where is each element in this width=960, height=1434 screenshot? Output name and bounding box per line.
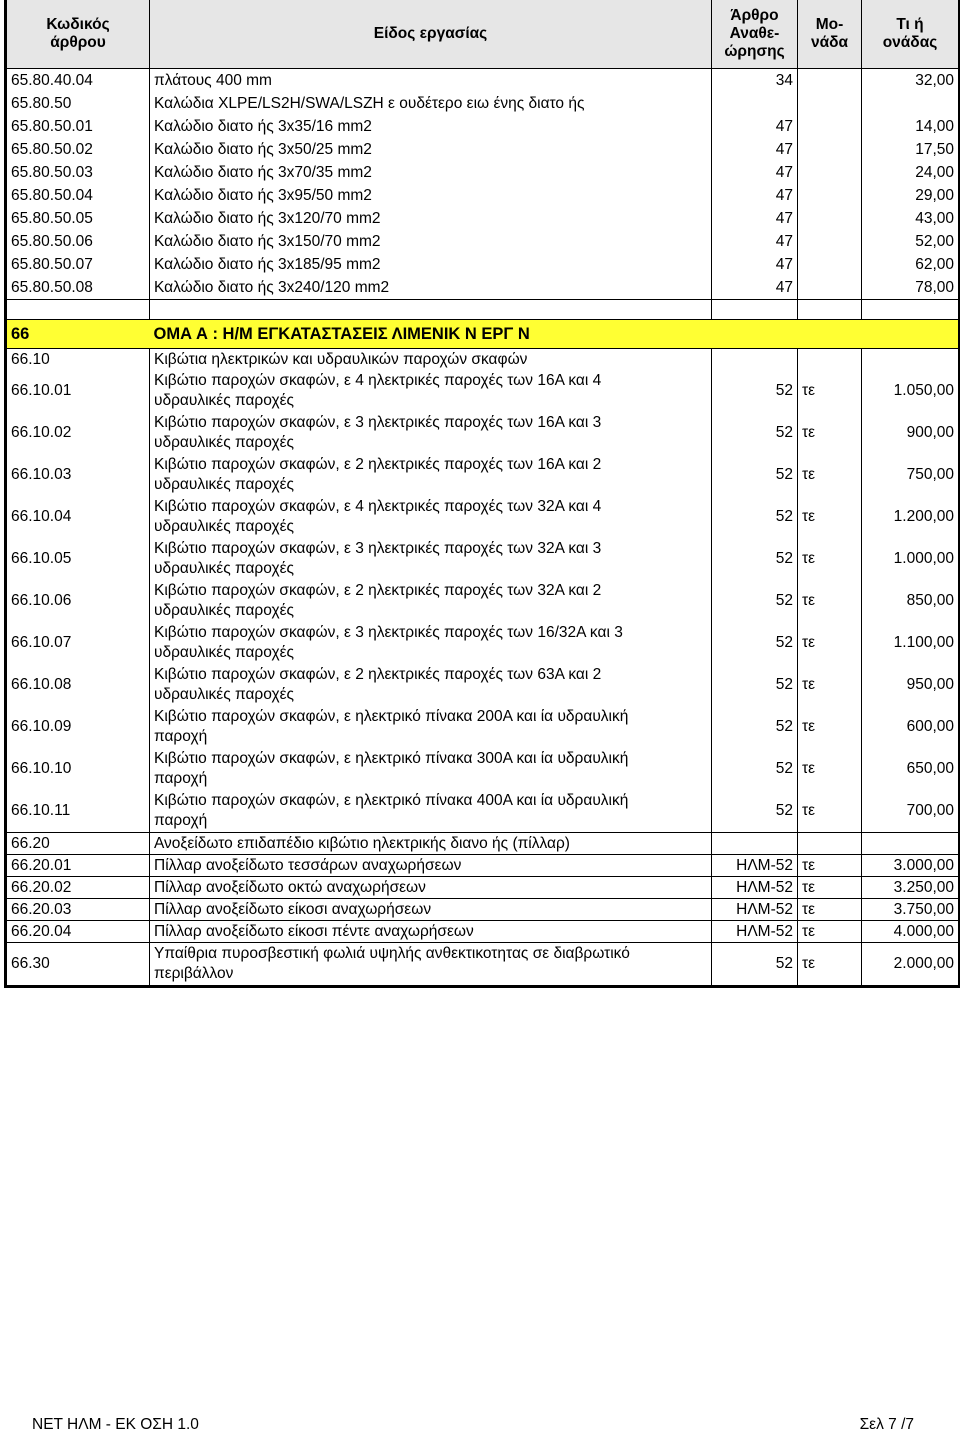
item-article: ΗΛΜ-52: [712, 877, 798, 899]
item-code: 65.80.40.04: [6, 69, 150, 93]
item-code: 65.80.50.04: [6, 184, 150, 207]
item-unit: τε: [798, 921, 862, 943]
table-row: [6, 276, 960, 300]
item-article: 52: [712, 454, 798, 496]
item-description: Κιβώτιο παροχών σκαφών, ε 2 ηλεκτρικές παροχές των 32Α και 2 υδραυλικές παροχές: [150, 580, 712, 622]
item-description: Κιβώτιο παροχών σκαφών, ε 2 ηλεκτρικές παροχές των 63Α και 2 υδραυλικές παροχές: [150, 664, 712, 706]
blank-row: [6, 300, 960, 320]
table-row: [6, 855, 960, 877]
item-unit: τε: [798, 790, 862, 833]
table-row: [6, 370, 960, 412]
section-code: 66.20: [6, 833, 150, 855]
item-price: 600,00: [862, 706, 960, 748]
table-row: [6, 496, 960, 538]
item-code: 66.10.05: [6, 538, 150, 580]
item-description: Καλώδιο διατο ής 3x120/70 mm2: [150, 207, 712, 230]
item-price: 1.050,00: [862, 370, 960, 412]
item-article: 52: [712, 622, 798, 664]
item-price: 3.000,00: [862, 855, 960, 877]
item-description: Καλώδιο διατο ής 3x70/35 mm2: [150, 161, 712, 184]
item-description: Πίλλαρ ανοξείδωτο είκοσι αναχωρήσεων: [150, 899, 712, 921]
document-version: ΝΕΤ ΗΛΜ - ΕΚ ΟΣΗ 1.0: [32, 1416, 199, 1433]
item-article: 52: [712, 496, 798, 538]
item-code: 66.10.01: [6, 370, 150, 412]
item-price: 750,00: [862, 454, 960, 496]
item-price: 24,00: [862, 161, 960, 184]
item-unit: τε: [798, 855, 862, 877]
item-price: 78,00: [862, 276, 960, 300]
item-description: Καλώδιο διατο ής 3x240/120 mm2: [150, 276, 712, 300]
item-article: ΗΛΜ-52: [712, 855, 798, 877]
item-description: Κιβώτιο παροχών σκαφών, ε 3 ηλεκτρικές παροχές των 16/32Α και 3 υδραυλικές παροχές: [150, 622, 712, 664]
table-row: [6, 790, 960, 833]
item-unit: [798, 230, 862, 253]
table-row: [6, 412, 960, 454]
item-unit: [798, 92, 862, 115]
item-price: 700,00: [862, 790, 960, 833]
item-article: 52: [712, 706, 798, 748]
section-row: [6, 349, 960, 371]
item-description: Κιβώτιο παροχών σκαφών, ε 3 ηλεκτρικές παροχές των 32Α και 3 υδραυλικές παροχές: [150, 538, 712, 580]
pricing-table: [4, 0, 960, 988]
section-code: 66.10: [6, 349, 150, 371]
table-row: [6, 115, 960, 138]
header-row: [6, 0, 960, 69]
item-price: 14,00: [862, 115, 960, 138]
item-description: Κιβώτιο παροχών σκαφών, ε 4 ηλεκτρικές παροχές των 16Α και 4 υδραυλικές παροχές: [150, 370, 712, 412]
item-unit: τε: [798, 412, 862, 454]
item-article: [712, 92, 798, 115]
item-unit: [798, 207, 862, 230]
item-unit: [798, 253, 862, 276]
item-unit: τε: [798, 622, 862, 664]
item-unit: [798, 115, 862, 138]
item-price: 850,00: [862, 580, 960, 622]
page-number: Σελ 7 /7: [859, 1416, 914, 1433]
item-code: 65.80.50.05: [6, 207, 150, 230]
group-title: ΟΜΑ Α : Η/Μ ΕΓΚΑΤΑΣΤΑΣΕΙΣ ΛΙΜΕΝΙΚ Ν ΕΡΓ Ν: [150, 320, 960, 349]
item-article: 34: [712, 69, 798, 93]
item-unit: τε: [798, 538, 862, 580]
item-price: 3.750,00: [862, 899, 960, 921]
item-article: 47: [712, 253, 798, 276]
item-article: 52: [712, 370, 798, 412]
item-description: Πίλλαρ ανοξείδωτο είκοσι πέντε αναχωρήσεων: [150, 921, 712, 943]
table-row: [6, 184, 960, 207]
section-row: [6, 833, 960, 855]
item-description: πλάτους 400 mm: [150, 69, 712, 93]
item-description: Κιβώτιο παροχών σκαφών, ε 3 ηλεκτρικές παροχές των 16Α και 3 υδραυλικές παροχές: [150, 412, 712, 454]
item-article: 47: [712, 138, 798, 161]
item-price: 1.100,00: [862, 622, 960, 664]
item-article: ΗΛΜ-52: [712, 921, 798, 943]
item-article: 47: [712, 115, 798, 138]
item-unit: [798, 184, 862, 207]
item-price: 2.000,00: [862, 943, 960, 987]
item-article: 47: [712, 276, 798, 300]
item-article: 52: [712, 412, 798, 454]
item-code: 66.10.08: [6, 664, 150, 706]
item-description: Κιβώτιο παροχών σκαφών, ε ηλεκτρικό πίνακα 400Α και ία υδραυλική παροχή: [150, 790, 712, 833]
table-row: [6, 580, 960, 622]
item-code: 66.10.10: [6, 748, 150, 790]
item-article: 47: [712, 184, 798, 207]
item-article: 52: [712, 664, 798, 706]
item-price: 1.200,00: [862, 496, 960, 538]
item-unit: τε: [798, 748, 862, 790]
item-code: 65.80.50: [6, 92, 150, 115]
item-code: 66.10.03: [6, 454, 150, 496]
table-row: [6, 161, 960, 184]
group-header-row: [6, 320, 960, 349]
item-price: [862, 92, 960, 115]
item-price: 4.000,00: [862, 921, 960, 943]
item-code: 66.10.11: [6, 790, 150, 833]
item-unit: [798, 69, 862, 93]
item-description: Πίλλαρ ανοξείδωτο οκτώ αναχωρήσεων: [150, 877, 712, 899]
item-description: Κιβώτιο παροχών σκαφών, ε ηλεκτρικό πίνακα 200Α και ία υδραυλική παροχή: [150, 706, 712, 748]
table-row: [6, 622, 960, 664]
item-description: Καλώδιο διατο ής 3x50/25 mm2: [150, 138, 712, 161]
item-unit: [798, 161, 862, 184]
item-article: 52: [712, 943, 798, 987]
table-row: [6, 253, 960, 276]
item-unit: τε: [798, 943, 862, 987]
table-row: [6, 748, 960, 790]
item-code: 66.20.03: [6, 899, 150, 921]
item-price: 62,00: [862, 253, 960, 276]
section-description: Ανοξείδωτο επιδαπέδιο κιβώτιο ηλεκτρικής διανο ής (πίλλαρ): [150, 833, 712, 855]
item-description: Καλώδιο διατο ής 3x35/16 mm2: [150, 115, 712, 138]
table-row: [6, 207, 960, 230]
item-description: Κιβώτιο παροχών σκαφών, ε 2 ηλεκτρικές παροχές των 16Α και 2 υδραυλικές παροχές: [150, 454, 712, 496]
item-code: 65.80.50.06: [6, 230, 150, 253]
item-description: Καλώδιο διατο ής 3x95/50 mm2: [150, 184, 712, 207]
item-article: 52: [712, 748, 798, 790]
item-code: 65.80.50.08: [6, 276, 150, 300]
item-article: 52: [712, 538, 798, 580]
item-code: 66.20.02: [6, 877, 150, 899]
item-code: 65.80.50.02: [6, 138, 150, 161]
item-price: 950,00: [862, 664, 960, 706]
item-unit: [798, 138, 862, 161]
item-unit: τε: [798, 899, 862, 921]
item-code: 66.10.02: [6, 412, 150, 454]
item-description: Κιβώτιο παροχών σκαφών, ε 4 ηλεκτρικές παροχές των 32Α και 4 υδραυλικές παροχές: [150, 496, 712, 538]
item-unit: τε: [798, 877, 862, 899]
item-price: 650,00: [862, 748, 960, 790]
table-row: [6, 921, 960, 943]
item-code: 66.10.09: [6, 706, 150, 748]
item-article: 52: [712, 580, 798, 622]
header-article: Άρθρο Αναθε- ώρησης: [712, 0, 798, 69]
table-row: [6, 899, 960, 921]
item-unit: τε: [798, 370, 862, 412]
table-row: [6, 230, 960, 253]
item-unit: τε: [798, 580, 862, 622]
item-article: 47: [712, 161, 798, 184]
item-code: 65.80.50.07: [6, 253, 150, 276]
header-price: Τι ή ονάδας: [862, 0, 960, 69]
table-row: [6, 877, 960, 899]
table-row: [6, 138, 960, 161]
item-code: 66.10.06: [6, 580, 150, 622]
item-article: 47: [712, 230, 798, 253]
item-price: 17,50: [862, 138, 960, 161]
item-description: Καλώδιο διατο ής 3x185/95 mm2: [150, 253, 712, 276]
item-code: 65.80.50.01: [6, 115, 150, 138]
group-code: 66: [6, 320, 150, 349]
item-code: 65.80.50.03: [6, 161, 150, 184]
item-unit: τε: [798, 664, 862, 706]
item-price: 29,00: [862, 184, 960, 207]
item-code: 66.10.04: [6, 496, 150, 538]
item-description: Υπαίθρια πυροσβεστική φωλιά υψηλής ανθεκτικοτητας σε διαβρωτικό περιβάλλον: [150, 943, 712, 987]
item-price: 43,00: [862, 207, 960, 230]
table-row: [6, 92, 960, 115]
table-row: [6, 664, 960, 706]
item-description: Κιβώτιο παροχών σκαφών, ε ηλεκτρικό πίνακα 300Α και ία υδραυλική παροχή: [150, 748, 712, 790]
header-code: Κωδικός άρθρου: [6, 0, 150, 69]
header-unit: Μο- νάδα: [798, 0, 862, 69]
header-description: Είδος εργασίας: [150, 0, 712, 69]
item-code: 66.10.07: [6, 622, 150, 664]
item-code: 66.20.04: [6, 921, 150, 943]
item-price: 1.000,00: [862, 538, 960, 580]
table-row: [6, 943, 960, 987]
item-price: 3.250,00: [862, 877, 960, 899]
item-unit: [798, 276, 862, 300]
item-description: Πίλλαρ ανοξείδωτο τεσσάρων αναχωρήσεων: [150, 855, 712, 877]
table-row: [6, 538, 960, 580]
item-unit: τε: [798, 454, 862, 496]
table-row: [6, 69, 960, 93]
item-price: 900,00: [862, 412, 960, 454]
item-description: Καλώδιο διατο ής 3x150/70 mm2: [150, 230, 712, 253]
item-code: 66.30: [6, 943, 150, 987]
item-article: ΗΛΜ-52: [712, 899, 798, 921]
item-unit: τε: [798, 706, 862, 748]
item-article: 52: [712, 790, 798, 833]
table-row: [6, 706, 960, 748]
item-description: Καλώδια XLPE/LS2H/SWA/LSZH ε ουδέτερο ειω ένης διατο ής: [150, 92, 712, 115]
item-article: 47: [712, 207, 798, 230]
item-price: 32,00: [862, 69, 960, 93]
table-row: [6, 454, 960, 496]
section-description: Κιβώτια ηλεκτρικών και υδραυλικών παροχών σκαφών: [150, 349, 712, 371]
item-code: 66.20.01: [6, 855, 150, 877]
item-price: 52,00: [862, 230, 960, 253]
item-unit: τε: [798, 496, 862, 538]
